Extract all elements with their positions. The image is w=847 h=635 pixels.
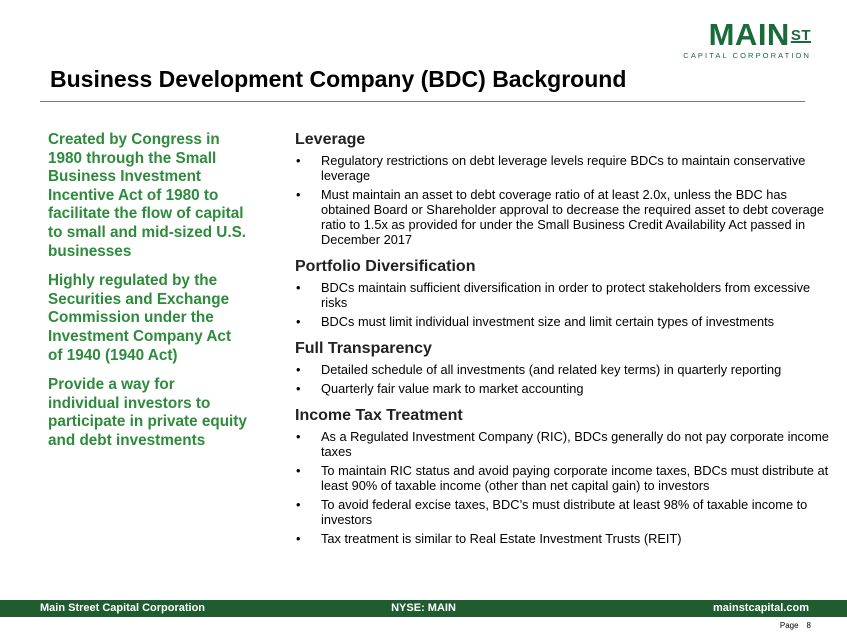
company-logo — [683, 17, 811, 60]
bullet-item: • Must maintain an asset to debt coverage ratio of at least 2.0x, unless the BDC has obtained Board or Shareholder approval to decrease the required asset to debt coverage ratio to 1.5x as provided for under the Small Business Credit Availability Act passed in December 2017 — [295, 187, 835, 247]
left-point: Created by Congress in 1980 through the Small Business Investment Incentive Act of 1980 to facilitate the flow of capital to small and mid-sized U.S. businesses — [48, 131, 247, 260]
bullet-item: • BDCs maintain sufficient diversification in order to protect stakeholders from excessive risks — [295, 280, 835, 310]
footer-bar — [0, 600, 847, 617]
section-title: Income Tax Treatment — [295, 407, 463, 424]
footer-company: Main Street Capital Corporation — [40, 602, 206, 614]
left-point: Provide a way for individual investors to participate in private equity and debt investments — [48, 376, 247, 449]
footer-ticker: NYSE: MAIN — [391, 602, 456, 614]
left-point: Highly regulated by the Securities and Exchange Commission under the Investment Company Act of 1940 (1940 Act) — [48, 272, 232, 364]
footer-website: mainstcapital.com — [713, 602, 809, 614]
bullet-item: • Tax treatment is similar to Real Estate Investment Trusts (REIT) — [295, 531, 835, 546]
bullet-list — [295, 429, 835, 546]
left-column — [48, 131, 248, 462]
bullet-item: • To maintain RIC status and avoid paying corporate income taxes, BDCs must distribute at least 90% of taxable income (other than net capital gain) to investors — [295, 463, 835, 493]
section-income-tax-treatment — [295, 407, 835, 546]
bullet-item: • Detailed schedule of all investments (and related key terms) in quarterly reporting — [295, 362, 835, 377]
bullet-item: • Regulatory restrictions on debt leverage levels require BDCs to maintain conservative leverage — [295, 153, 835, 183]
section-title: Leverage — [295, 131, 366, 148]
bullet-item: • BDCs must limit individual investment size and limit certain types of investments — [295, 314, 835, 329]
bullet-list — [295, 362, 835, 396]
section-leverage — [295, 131, 835, 247]
logo-subtitle: CAPITAL CORPORATION — [683, 51, 811, 60]
section-title: Portfolio Diversification — [295, 258, 476, 275]
title-divider — [40, 101, 805, 102]
page-number — [780, 621, 811, 630]
page-number-value: 8 — [806, 621, 811, 630]
section-full-transparency — [295, 340, 835, 396]
page-label: Page — [779, 621, 799, 630]
bullet-item: • To avoid federal excise taxes, BDC’s must distribute at least 98% of taxable income to investors — [295, 497, 835, 527]
bullet-item: • Quarterly fair value mark to market accounting — [295, 381, 835, 396]
bullet-list — [295, 153, 835, 247]
bullet-list — [295, 280, 835, 329]
section-portfolio-diversification — [295, 258, 835, 329]
logo-st-text: ST — [790, 27, 811, 44]
right-column — [295, 131, 835, 557]
section-title: Full Transparency — [295, 340, 432, 357]
page-title: Business Development Company (BDC) Background — [50, 66, 627, 92]
bullet-item: • As a Regulated Investment Company (RIC), BDCs generally do not pay corporate income taxes — [295, 429, 835, 459]
logo-main-text: MAIN — [708, 17, 790, 52]
